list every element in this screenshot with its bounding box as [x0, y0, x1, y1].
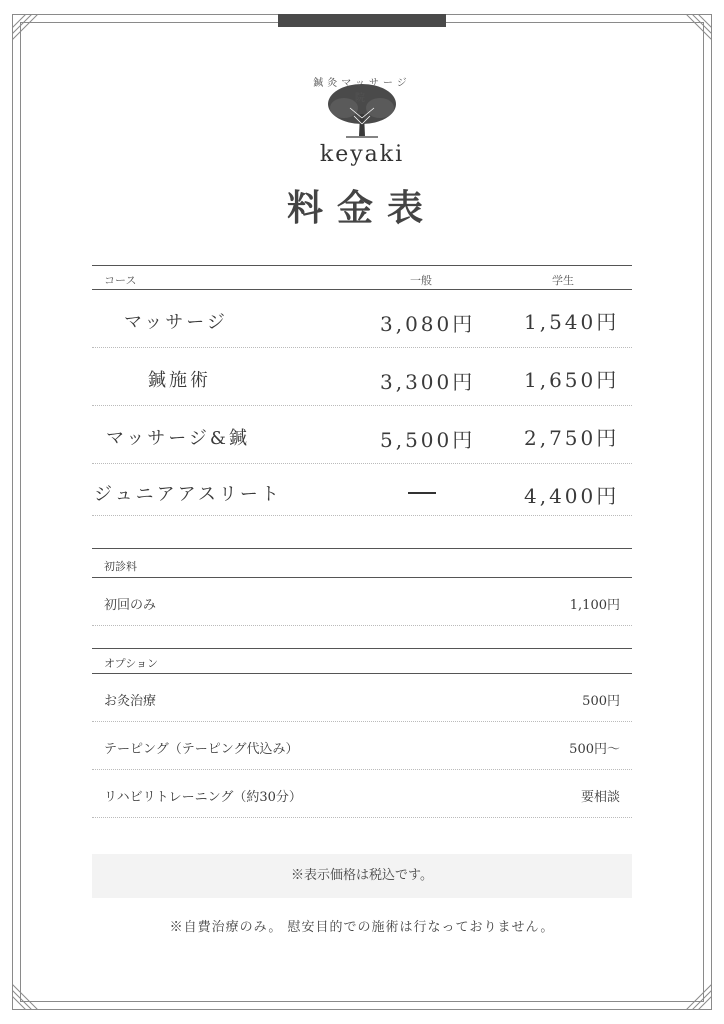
- course-name: ジュニアアスリート: [94, 484, 282, 505]
- course-name: マッサージ&鍼: [106, 428, 250, 449]
- table-row: [92, 290, 632, 348]
- price-general-none: [408, 492, 436, 494]
- item-label: リハビリトレーニング（約30分）: [104, 790, 302, 805]
- brand-name: keyaki: [319, 142, 405, 167]
- course-name: マッサージ: [124, 312, 228, 333]
- header-student: 学生: [552, 274, 574, 287]
- price-table: [92, 265, 632, 516]
- item-label: 初回のみ: [104, 598, 157, 613]
- first-visit-section: [92, 548, 632, 626]
- table-row: [92, 464, 632, 516]
- logo-arc-text: 鍼灸マッサージ院: [313, 78, 411, 104]
- list-item: [92, 578, 632, 626]
- section-title: オプション: [104, 657, 159, 670]
- self-pay-note: ※自費治療のみ。 慰安目的での施術は行なっておりません。: [169, 920, 555, 935]
- list-item: [92, 674, 632, 722]
- item-label: お灸治療: [104, 694, 157, 709]
- price-student: 1,540円: [524, 310, 620, 334]
- section-header: [92, 548, 632, 578]
- price-student: 4,400円: [524, 484, 620, 508]
- corner-ornament-icon: [676, 974, 712, 1010]
- top-bar: [278, 14, 446, 27]
- item-price: 500円～: [569, 742, 620, 757]
- price-student: 1,650円: [524, 368, 620, 392]
- options-section: [92, 648, 632, 818]
- list-item: [92, 770, 632, 818]
- price-table-header: [92, 266, 632, 290]
- item-price: 1,100円: [569, 598, 620, 613]
- tax-note: ※表示価格は税込です。: [92, 854, 632, 898]
- item-price: 要相談: [580, 790, 620, 805]
- course-name: 鍼施術: [148, 370, 211, 391]
- table-row: [92, 348, 632, 406]
- page-title: 料金表: [286, 187, 437, 229]
- price-general: 3,300円: [380, 370, 476, 394]
- list-item: [92, 722, 632, 770]
- section-header: [92, 648, 632, 674]
- price-general: 3,080円: [380, 312, 476, 336]
- corner-ornament-icon: [12, 14, 48, 50]
- corner-ornament-icon: [676, 14, 712, 50]
- item-price: 500円: [582, 694, 620, 709]
- section-title: 初診料: [104, 560, 137, 573]
- price-student: 2,750円: [524, 426, 620, 450]
- corner-ornament-icon: [12, 974, 48, 1010]
- table-row: [92, 406, 632, 464]
- header-general: 一般: [410, 274, 432, 287]
- price-general: 5,500円: [380, 428, 476, 452]
- header-course: コース: [104, 274, 137, 287]
- item-label: テーピング（テーピング代込み）: [104, 742, 299, 757]
